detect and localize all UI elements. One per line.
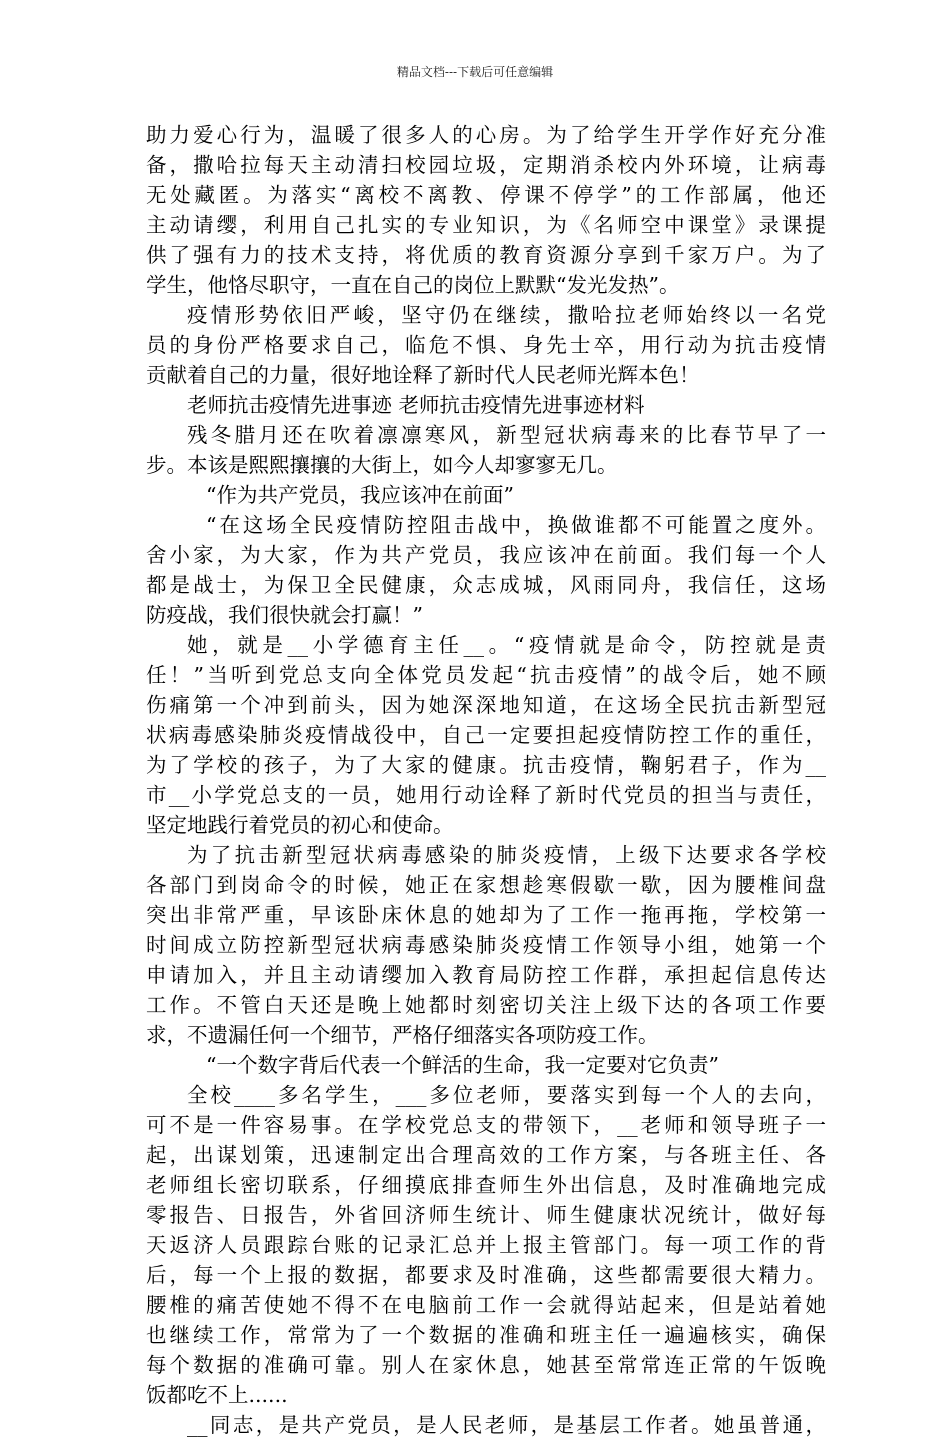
text-line: 她，就是__小学德育主任__。“疫情就是命令，防控就是责 [187, 633, 826, 657]
text-line: 坚定地践行着党员的初心和使命。 [146, 813, 454, 837]
text-line: 供了强有力的技术支持，将优质的教育资源分享到千家万户。为了 [146, 243, 826, 267]
text-line: 零报告、日报告，外省回济师生统计、师生健康状况统计，做好每 [146, 1203, 826, 1227]
text-line: 主动请缨，利用自己扎实的专业知识，为《名师空中课堂》录课提 [146, 213, 826, 237]
text-line: 伤痛第一个冲到前头，因为她深深地知道，在这场全民抗击新型冠 [146, 693, 826, 717]
text-line: 备，撒哈拉每天主动清扫校园垃圾，定期消杀校内外环境，让病毒 [146, 153, 826, 177]
text-line: 求，不遗漏任何一个细节，严格仔细落实各项防疫工作。 [146, 1023, 659, 1047]
text-line: 舍小家，为大家，作为共产党员，我应该冲在前面。我们每一个人 [146, 543, 826, 567]
text-line: 助力爱心行为，温暖了很多人的心房。为了给学生开学作好充分准 [146, 123, 826, 147]
text-line: 防疫战，我们很快就会打赢！” [146, 603, 423, 627]
text-line: 贡献着自己的力量，很好地诠释了新时代人民老师光辉本色！ [146, 363, 700, 387]
text-line: 无处藏匿。为落实“离校不离教、停课不停学”的工作部属，他还 [146, 183, 826, 207]
text-line: 任！”当听到党总支向全体党员发起“抗击疫情”的战令后，她不顾 [146, 663, 826, 687]
text-line: 起，出谋划策，迅速制定出合理高效的工作方案，与各班主任、各 [146, 1143, 826, 1167]
text-line: 全校____多名学生，___多位老师，要落实到每一个人的去向， [187, 1083, 826, 1107]
text-line: 也继续工作，常常为了一个数据的准确和班主任一遍遍核实，确保 [146, 1323, 826, 1347]
text-line: “一个数字背后代表一个鲜活的生命，我一定要对它负责” [206, 1053, 719, 1077]
text-line: 各部门到岗命令的时候，她正在家想趁寒假歇一歇，因为腰椎间盘 [146, 873, 826, 897]
text-line: 时间成立防控新型冠状病毒感染肺炎疫情工作领导小组，她第一个 [146, 933, 826, 957]
text-line: 状病毒感染肺炎疫情战役中，自己一定要担起疫情防控工作的重任， [146, 723, 826, 747]
text-line: 员的身份严格要求自己，临危不惧、身先士卒，用行动为抗击疫情 [146, 333, 826, 357]
text-line: 每个数据的准确可靠。别人在家休息，她甚至常常连正常的午饭晚 [146, 1353, 826, 1377]
text-line: 工作。不管白天还是晚上她都时刻密切关注上级下达的各项工作要 [146, 993, 826, 1017]
text-line: 老师组长密切联系，仔细摸底排查师生外出信息，及时准确地完成 [146, 1173, 826, 1197]
text-line: 饭都吃不上...... [146, 1383, 288, 1407]
text-line: 申请加入，并且主动请缨加入教育局防控工作群，承担起信息传达 [146, 963, 826, 987]
page-header: 精品文档---下载后可任意编辑 [396, 65, 554, 79]
text-line: “作为共产党员，我应该冲在前面” [206, 483, 514, 507]
text-line: 老师抗击疫情先进事迹 老师抗击疫情先进事迹材料 [187, 393, 645, 417]
text-line: 学生，他恪尽职守，一直在自己的岗位上默默“发光发热”。 [146, 273, 680, 297]
text-line: 天返济人员跟踪台账的记录汇总并上报主管部门。每一项工作的背 [146, 1233, 826, 1257]
text-line: 残冬腊月还在吹着凛凛寒风，新型冠状病毒来的比春节早了一 [187, 423, 826, 447]
text-line: 步。本该是熙熙攘攘的大街上，如今人却寥寥无几。 [146, 453, 618, 477]
text-line: 市__小学党总支的一员，她用行动诠释了新时代党员的担当与责任， [146, 783, 826, 807]
text-line: 为了抗击新型冠状病毒感染的肺炎疫情，上级下达要求各学校 [187, 843, 826, 867]
text-line: 疫情形势依旧严峻，坚守仍在继续，撒哈拉老师始终以一名党 [187, 303, 826, 327]
text-line: 可不是一件容易事。在学校党总支的带领下，__老师和领导班子一 [146, 1113, 826, 1137]
text-line: 突出非常严重，早该卧床休息的她却为了工作一拖再拖，学校第一 [146, 903, 826, 927]
text-line: “在这场全民疫情防控阻击战中，换做谁都不可能置之度外。 [206, 513, 826, 537]
text-line: 后，每一个上报的数据，都要求及时准确，这些都需要很大精力。 [146, 1263, 826, 1287]
text-line: 腰椎的痛苦使她不得不在电脑前工作一会就得站起来，但是站着她 [146, 1293, 826, 1317]
text-line: 为了学校的孩子，为了大家的健康。抗击疫情，鞠躬君子，作为__ [146, 753, 826, 777]
text-line: 都是战士，为保卫全民健康，众志成城，风雨同舟，我信任，这场 [146, 573, 826, 597]
document-body [146, 120, 826, 1440]
text-line: __同志，是共产党员，是人民老师，是基层工作者。她虽普通， [187, 1413, 826, 1437]
